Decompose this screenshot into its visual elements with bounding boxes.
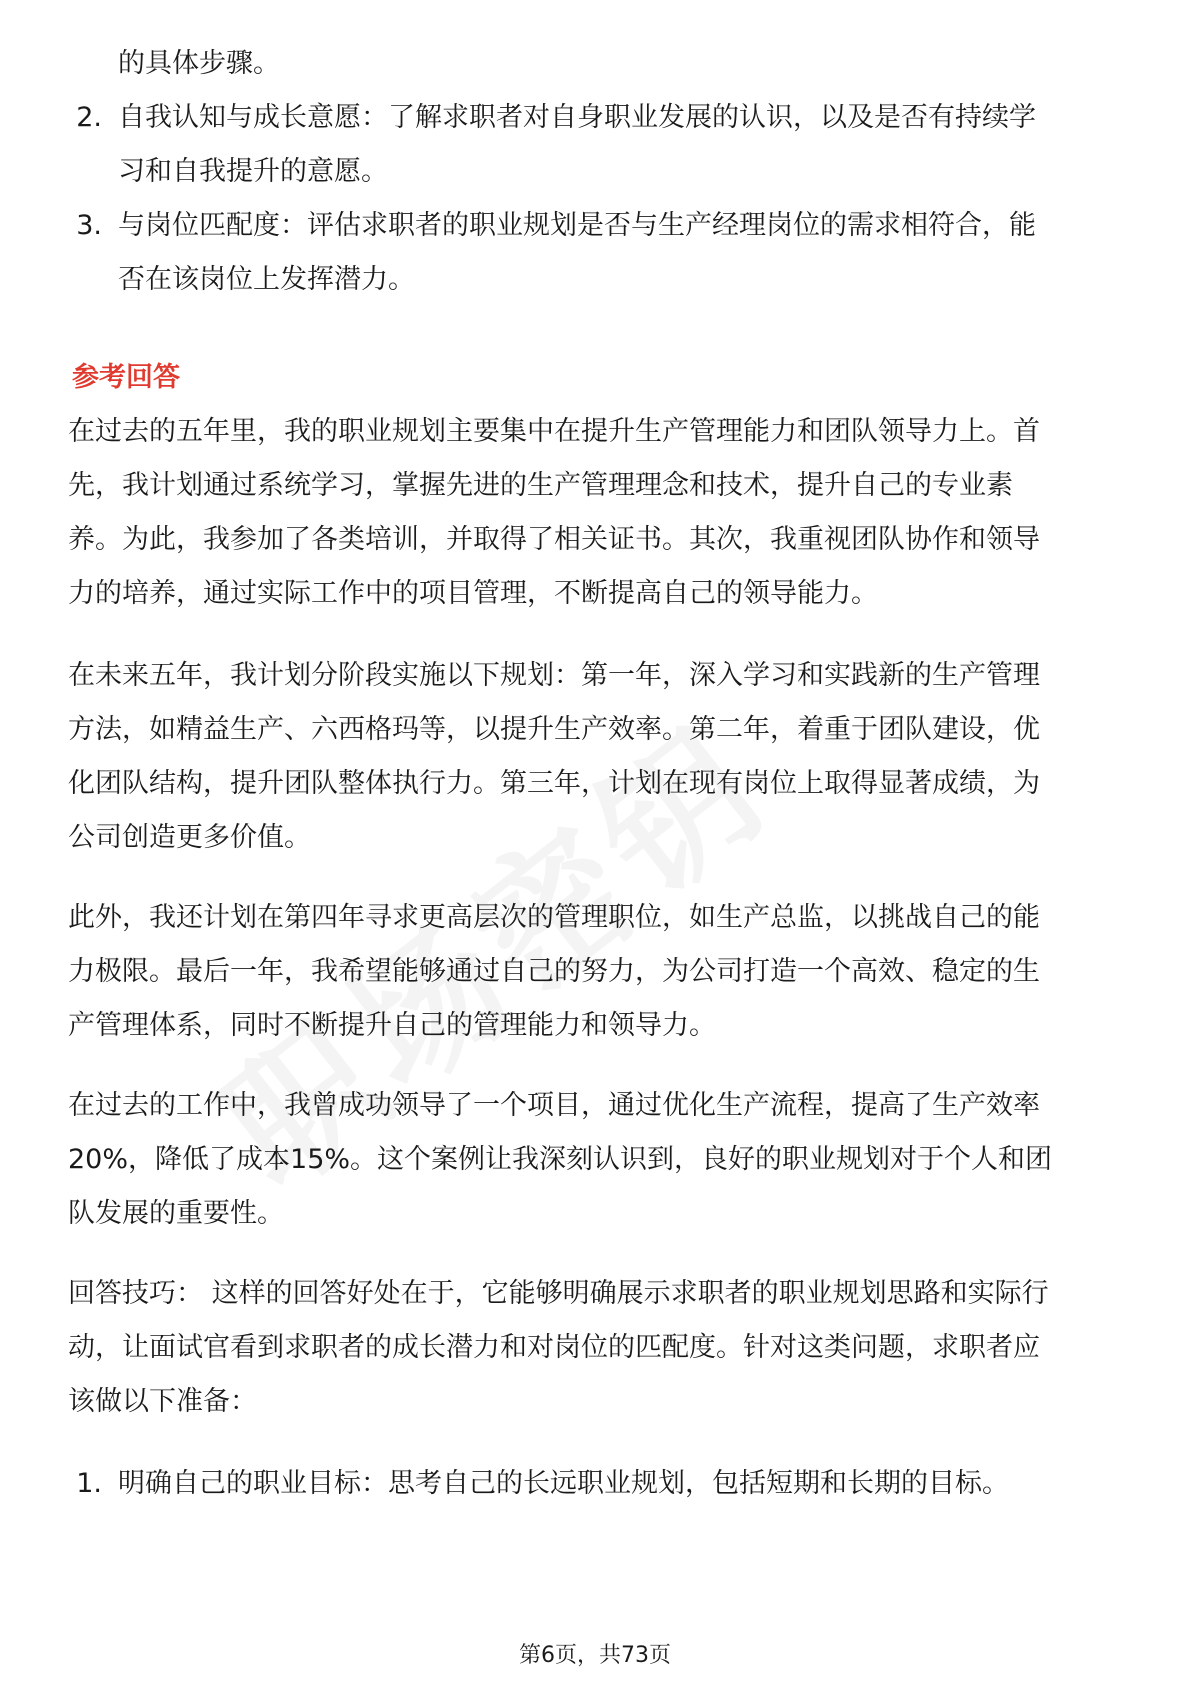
paragraph-line: 在过去的五年里，我的职业规划主要集中在提升生产管理能力和团队领导力上。首 [68, 416, 1040, 447]
paragraph-line: 先，我计划通过系统学习，掌握先进的生产管理理念和技术，提升自己的专业素 [68, 470, 1013, 501]
paragraph-line: 养。为此，我参加了各类培训，并取得了相关证书。其次，我重视团队协作和领导 [68, 524, 1040, 555]
list-item-line: 习和自我提升的意愿。 [118, 156, 388, 187]
paragraph-line: 产管理体系，同时不断提升自己的管理能力和领导力。 [68, 1010, 716, 1041]
paragraph-line: 队发展的重要性。 [68, 1198, 284, 1229]
list-item-continuation: 的具体步骤。 [118, 48, 280, 79]
paragraph-line: 动，让面试官看到求职者的成长潜力和对岗位的匹配度。针对这类问题，求职者应 [68, 1332, 1040, 1363]
paragraph-line: 方法，如精益生产、六西格玛等，以提升生产效率。第二年，着重于团队建设，优 [68, 714, 1040, 745]
section-heading: 参考回答 [72, 362, 180, 393]
paragraph-line: 在未来五年，我计划分阶段实施以下规划：第一年，深入学习和实践新的生产管理 [68, 660, 1040, 691]
paragraph-line: 此外，我还计划在第四年寻求更高层次的管理职位，如生产总监，以挑战自己的能 [68, 902, 1040, 933]
paragraph-line: 该做以下准备： [68, 1386, 257, 1417]
page-footer: 第6页，共73页 [519, 1643, 671, 1668]
paragraph-line: 力的培养，通过实际工作中的项目管理，不断提高自己的领导能力。 [68, 578, 878, 609]
paragraph-line: 在过去的工作中，我曾成功领导了一个项目，通过优化生产流程，提高了生产效率 [68, 1090, 1040, 1121]
list-item-line: 与岗位匹配度：评估求职者的职业规划是否与生产经理岗位的需求相符合，能 [118, 210, 1036, 241]
paragraph-line: 力极限。最后一年，我希望能够通过自己的努力，为公司打造一个高效、稳定的生 [68, 956, 1040, 987]
list-item-line: 自我认知与成长意愿：了解求职者对自身职业发展的认识，以及是否有持续学 [118, 102, 1036, 133]
list-item-line: 明确自己的职业目标：思考自己的长远职业规划，包括短期和长期的目标。 [118, 1468, 1009, 1499]
paragraph-line: 化团队结构，提升团队整体执行力。第三年，计划在现有岗位上取得显著成绩，为 [68, 768, 1040, 799]
paragraph-line: 公司创造更多价值。 [68, 822, 311, 853]
list-number: 2. [76, 102, 102, 133]
list-number: 3. [76, 210, 102, 241]
list-number: 1. [76, 1468, 102, 1499]
paragraph-line: 20%，降低了成本15%。这个案例让我深刻认识到，良好的职业规划对于个人和团 [68, 1144, 1053, 1175]
list-item-line: 否在该岗位上发挥潜力。 [118, 264, 415, 295]
paragraph-line: 回答技巧： 这样的回答好处在于，它能够明确展示求职者的职业规划思路和实际行 [68, 1278, 1049, 1309]
